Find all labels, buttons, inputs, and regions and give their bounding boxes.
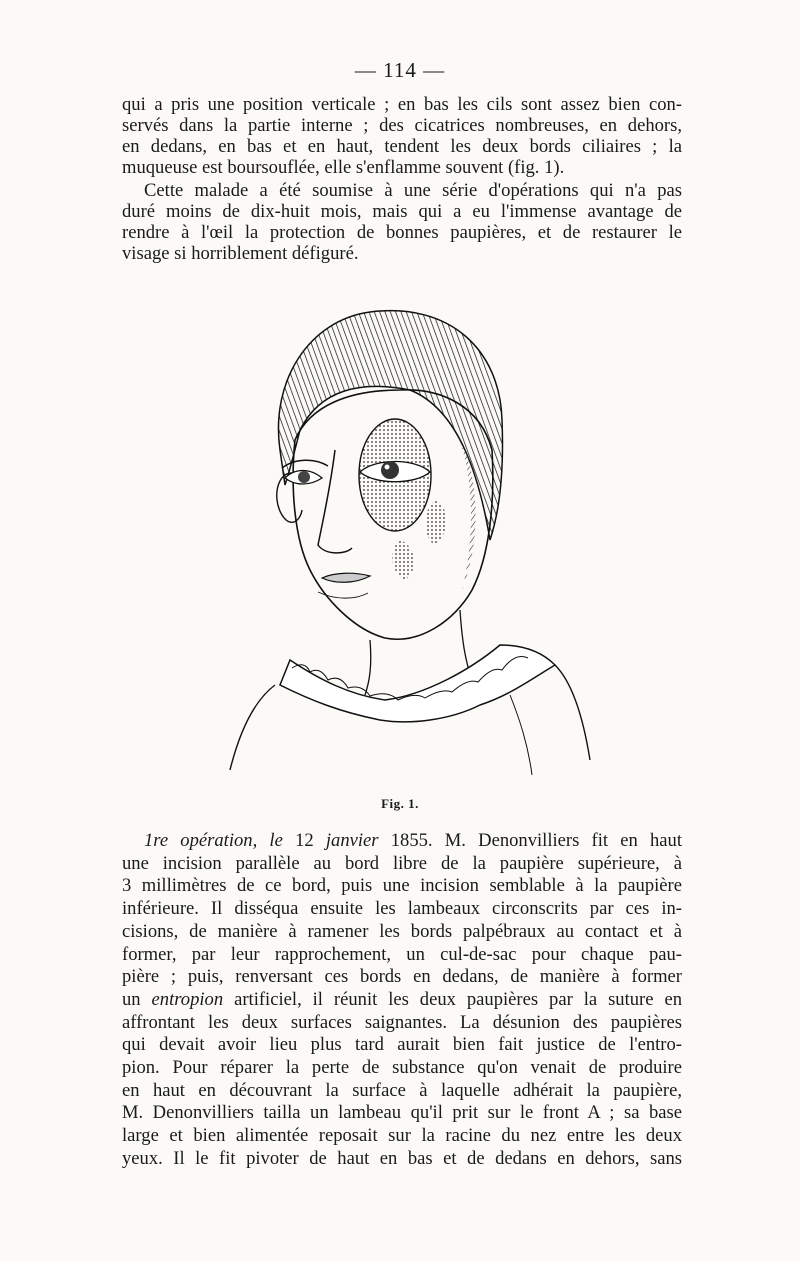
page-number: — 114 — <box>354 58 446 82</box>
figure-caption: Fig. 1. <box>381 796 419 811</box>
paragraph-3 <box>122 830 682 1171</box>
text-line: en haut en découvrant la surface à laquelle adhérait la paupière, <box>122 1079 682 1101</box>
text-line: qui a pris une position verticale ; en bas les cils sont assez bien con- <box>122 94 682 115</box>
text-line: large et bien alimentée reposait sur la racine du nez entre les deux <box>122 1125 682 1147</box>
engraving-figure <box>210 300 610 780</box>
text-line: une incision parallèle au bord libre de la paupière supérieure, à <box>122 852 682 874</box>
portrait-illustration <box>210 300 610 780</box>
chin-line <box>318 592 368 598</box>
operation-day: 12 <box>295 830 314 851</box>
right-pupil <box>381 461 399 479</box>
text-line: en dedans, en bas et en haut, tendent les deux bords ciliaires ; la <box>122 136 682 157</box>
text-line: former, par leur rapprochement, un cul-de-sac pour chaque pau- <box>122 943 682 965</box>
text-line: qui devait avoir lieu plus tard aurait bien fait justice de l'entro- <box>122 1034 682 1056</box>
text-line: pière ; puis, renversant ces bords en dedans, de manière à former <box>122 966 682 988</box>
text-line: cisions, de manière à ramener les bords palpébraux au contact et à <box>122 920 682 942</box>
nose <box>318 450 352 553</box>
text-line: Cette malade a été soumise à une série d'opérations qui n'a pas <box>144 180 682 201</box>
text-line: visage si horriblement défiguré. <box>122 243 359 264</box>
operation-text: 1855. M. Denonvilliers fit en haut <box>390 830 683 851</box>
text-fragment: artificiel, il réunit les deux paupières par la suture en <box>234 988 682 1010</box>
text-fragment: un <box>122 988 141 1010</box>
text-line: affrontant les deux surfaces saignantes. La désunion des paupières <box>122 1011 682 1033</box>
text-line: yeux. Il le fit pivoter de haut en bas et de dedans en dehors, sans <box>122 1147 682 1169</box>
paragraph-1 <box>122 94 682 178</box>
left-pupil <box>298 471 310 483</box>
operation-label: 1re opération, le <box>144 830 283 851</box>
text-line: rendre à l'œil la protection de bonnes paupières, et de restaurer le <box>122 222 682 243</box>
right-shoulder <box>555 665 590 760</box>
neck <box>365 640 371 695</box>
paragraph-2 <box>122 180 682 264</box>
cheek-scar-lower <box>392 540 414 580</box>
text-line: 3 millimètres de ce bord, puis une incision semblable à la paupière <box>122 875 682 897</box>
left-shoulder <box>230 685 275 770</box>
text-line: pion. Pour réparer la perte de substance qu'on venait de produire <box>122 1057 682 1079</box>
eye-highlight <box>385 465 390 470</box>
collar <box>280 645 555 722</box>
dress-fold <box>510 695 532 775</box>
entropion-term: entropion <box>151 988 224 1010</box>
text-line <box>122 989 682 1012</box>
text-line: M. Denonvilliers tailla un lambeau qu'il prit sur le front A ; sa base <box>122 1102 682 1124</box>
text-line: inférieure. Il disséqua ensuite les lambeaux circonscrits par ces in- <box>122 898 682 920</box>
text-line: servés dans la partie interne ; des cicatrices nombreuses, en dehors, <box>122 115 682 136</box>
mouth <box>322 573 370 582</box>
operation-month: janvier <box>325 830 379 851</box>
text-line: duré moins de dix-huit mois, mais qui a eu l'immense avantage de <box>122 201 682 222</box>
text-line: muqueuse est boursouflée, elle s'enflamme souvent (fig. 1). <box>122 157 565 178</box>
cheek-scar <box>425 500 446 545</box>
text-line <box>122 830 682 853</box>
